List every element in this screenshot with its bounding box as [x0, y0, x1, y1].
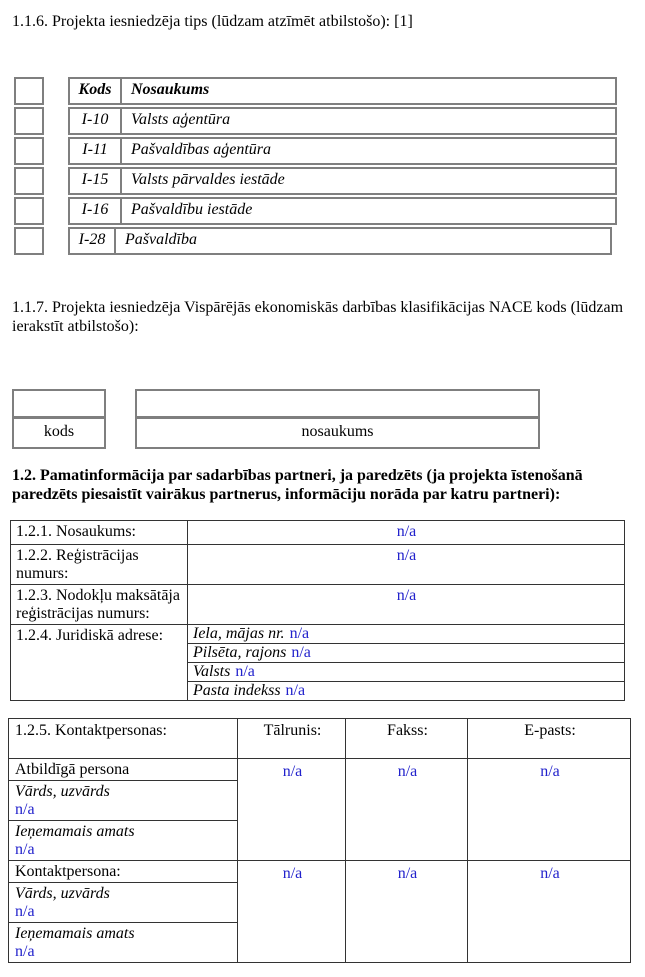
table-row: [68, 137, 617, 165]
row-code: I-16: [70, 199, 122, 223]
checkbox-i16[interactable]: [14, 197, 44, 225]
col-header-fax: Fakss:: [346, 719, 468, 759]
checkbox-column: [14, 77, 44, 257]
address-sub-label: Iela, mājas nr.: [193, 625, 285, 643]
table-row: [68, 197, 617, 225]
address-sub-value: n/a: [285, 682, 306, 700]
field-value[interactable]: n/a: [188, 585, 625, 625]
checkbox-i11[interactable]: [14, 137, 44, 165]
nace-code-input[interactable]: [14, 391, 104, 419]
col-header-phone: Tālrunis:: [238, 719, 346, 759]
table-row: [68, 227, 612, 255]
nace-code-box: [12, 389, 106, 449]
contact-persons-table: [8, 718, 631, 963]
nace-name-box: [135, 389, 540, 449]
contacts-title: 1.2.5. Kontaktpersonas:: [9, 719, 238, 759]
row-name: Pašvaldība: [125, 231, 197, 249]
row-name: Valsts pārvaldes iestāde: [131, 171, 285, 189]
person-role-row: [9, 759, 631, 781]
section-116-heading: 1.1.6. Projekta iesniedzēja tips (lūdzam atzīmēt atbilstošo): [1]: [12, 13, 413, 30]
table-row: [11, 585, 625, 625]
partner-info-table: [10, 520, 625, 701]
row-code: I-10: [70, 109, 122, 133]
nace-code-label: kods: [43, 423, 75, 441]
contact-header-row: [9, 719, 631, 759]
applicant-type-table: [14, 77, 645, 257]
row-code: I-11: [70, 139, 122, 163]
address-sub-value: n/a: [235, 663, 255, 681]
address-sub-label: Pasta indekss: [193, 682, 281, 700]
checkbox-i10[interactable]: [14, 107, 44, 135]
person-name-cell[interactable]: [9, 883, 238, 923]
section-117-heading: 1.1.7. Projekta iesniedzēja Vispārējās ekonomiskās darbības klasifikācijas NACE kods (lūdzam ierakstīt atbilstošo):: [12, 298, 624, 335]
row-name: Pašvaldību iestāde: [131, 201, 253, 219]
field-label: 1.2.3. Nodokļu maksātāja reģistrācijas numurs:: [11, 585, 188, 625]
checkbox-i28[interactable]: [14, 227, 44, 255]
row-name: Valsts aģentūra: [131, 111, 231, 129]
table-row: [11, 545, 625, 585]
person-phone[interactable]: n/a: [238, 759, 346, 861]
person-fax[interactable]: n/a: [346, 861, 468, 963]
person-fax[interactable]: n/a: [346, 759, 468, 861]
table-row: [68, 107, 617, 135]
row-code: I-28: [70, 229, 116, 253]
field-value[interactable]: n/a: [188, 521, 625, 545]
name-value: n/a: [15, 801, 35, 819]
address-sub-label: Valsts: [193, 663, 231, 681]
person-role: Atbildīgā persona: [9, 759, 238, 781]
table-row: [68, 167, 617, 195]
person-name-cell[interactable]: [9, 781, 238, 821]
field-value[interactable]: n/a: [188, 545, 625, 585]
position-label: Ieņemamais amats: [15, 823, 135, 841]
address-row[interactable]: [188, 644, 625, 663]
row-code: I-15: [70, 169, 122, 193]
person-position-cell[interactable]: [9, 821, 238, 861]
address-sub-label: Pilsēta, rajons: [193, 644, 287, 662]
person-email[interactable]: n/a: [468, 759, 631, 861]
address-sub-value: n/a: [291, 644, 311, 662]
col-header-nosaukums: Nosaukums: [131, 81, 210, 99]
table-row: [11, 521, 625, 545]
position-value: n/a: [15, 943, 35, 961]
person-position-cell[interactable]: [9, 923, 238, 963]
address-row[interactable]: [188, 663, 625, 682]
name-value: n/a: [15, 903, 35, 921]
applicant-type-rows: [68, 77, 617, 257]
person-email[interactable]: n/a: [468, 861, 631, 963]
col-header-email: E-pasts:: [468, 719, 631, 759]
address-sub-value: n/a: [289, 625, 310, 643]
address-row[interactable]: [188, 682, 625, 701]
position-value: n/a: [15, 841, 35, 859]
row-name: Pašvaldības aģentūra: [131, 141, 271, 159]
checkbox-i15[interactable]: [14, 167, 44, 195]
name-label: Vārds, uzvārds: [15, 783, 110, 801]
position-label: Ieņemamais amats: [15, 925, 135, 943]
person-role-row: [9, 861, 631, 883]
checkbox-header[interactable]: [14, 77, 44, 105]
nace-name-label: nosaukums: [301, 423, 374, 441]
address-row[interactable]: [188, 625, 625, 644]
section-12-heading: 1.2. Pamatinformācija par sadarbības partneri, ja paredzēts (ja projekta īstenošanā paredzēts piesaistīt vairākus partnerus, informāciju norāda par katru partneri):: [12, 466, 583, 503]
nace-name-input[interactable]: [137, 391, 538, 419]
address-label: 1.2.4. Juridiskā adrese:: [11, 625, 188, 701]
person-phone[interactable]: n/a: [238, 861, 346, 963]
person-role: Kontaktpersona:: [9, 861, 238, 883]
name-label: Vārds, uzvārds: [15, 885, 110, 903]
col-header-kods: Kods: [70, 79, 122, 103]
table-header-row: [68, 77, 617, 105]
field-label: 1.2.1. Nosaukums:: [11, 521, 188, 545]
table-row: [11, 625, 625, 644]
field-label: 1.2.2. Reģistrācijas numurs:: [11, 545, 188, 585]
nace-input-boxes: [12, 389, 645, 449]
